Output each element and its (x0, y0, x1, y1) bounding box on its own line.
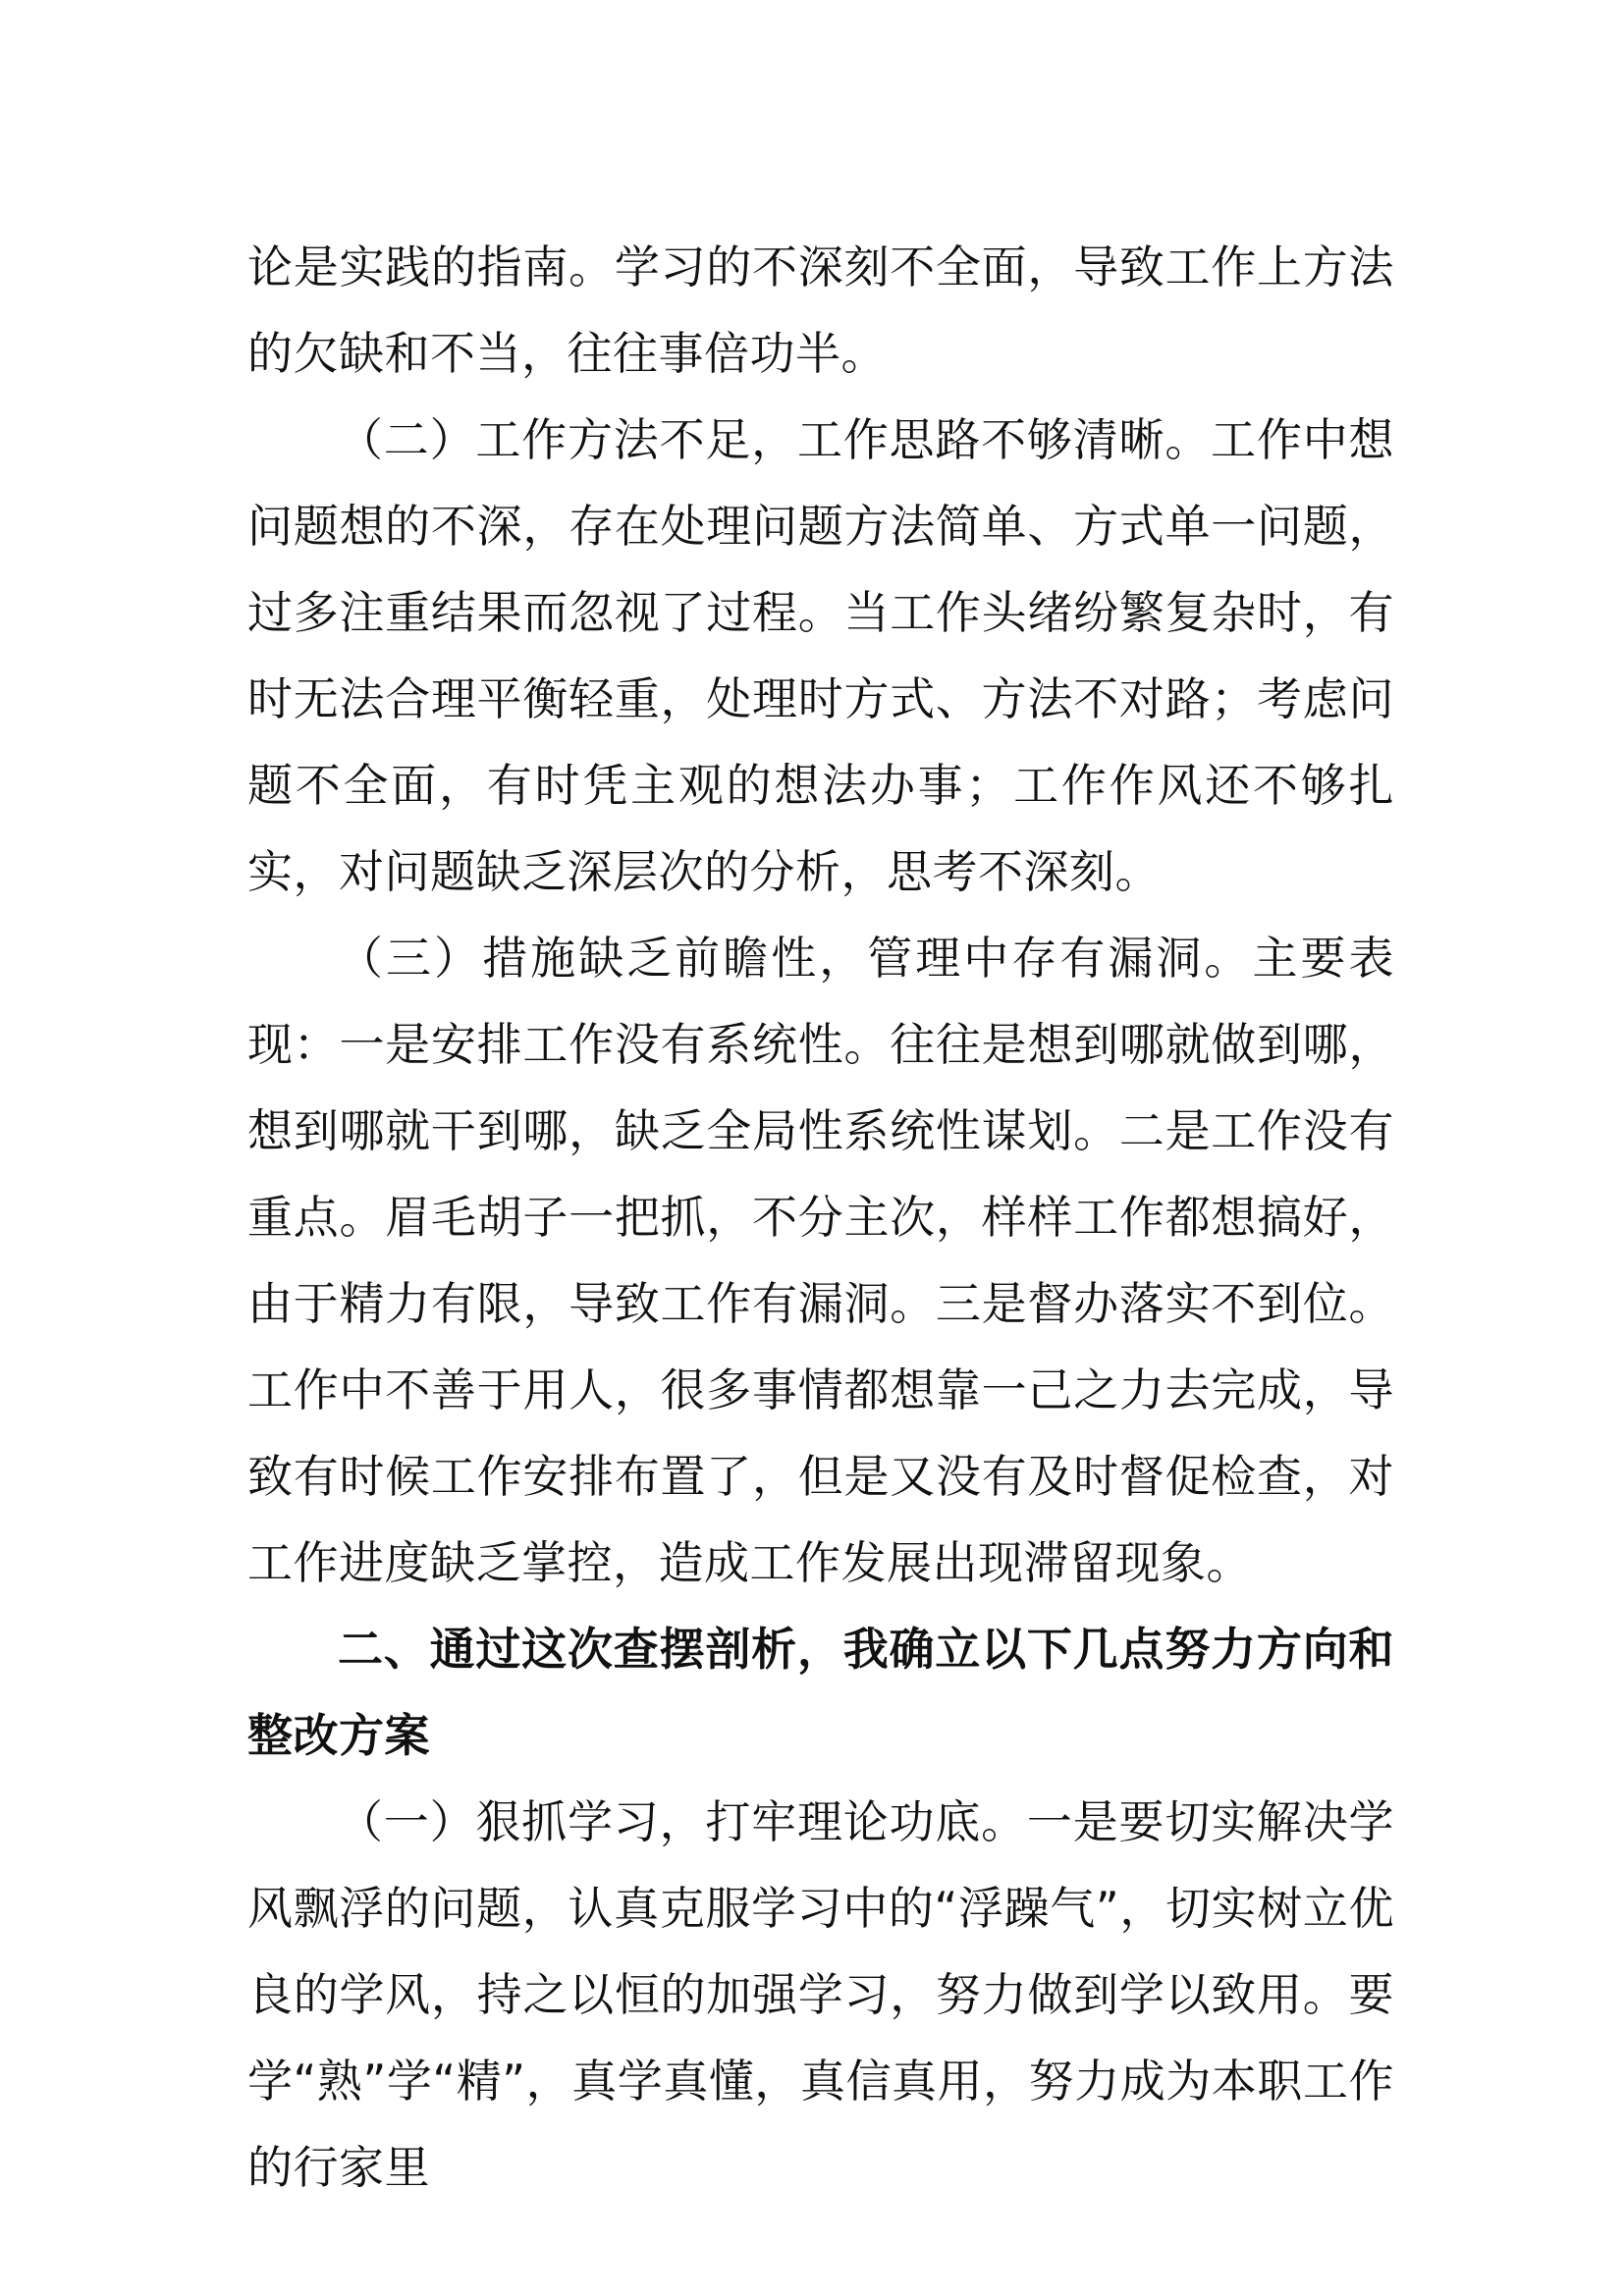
document-body (247, 224, 1394, 2211)
section-heading-rectification-plan: 二、通过这次查摆剖析，我确立以下几点努力方向和整改方案 (247, 1623, 1394, 1762)
paragraph-theory-continuation: 论是实践的指南。学习的不深刻不全面，导致工作上方法的欠缺和不当，往往事倍功半。 (247, 240, 1394, 380)
paragraph-management-gaps: （三）措施缺乏前瞻性，管理中存有漏洞。主要表现：一是安排工作没有系统性。往往是想到哪就做到哪，想到哪就干到哪，缺乏全局性系统性谋划。二是工作没有重点。眉毛胡子一把抓，不分主次，样样工作都想搞好，由于精力有限，导致工作有漏洞。三是督办落实不到位。工作中不善于用人，很多事情都想靠一己之力去完成，导致有时候工作安排布置了，但是又没有及时督促检查，对工作进度缺乏掌控，造成工作发展出现滞留现象。 (247, 932, 1394, 1589)
paragraph-study-strengthening: （一）狠抓学习，打牢理论功底。一是要切实解决学风飘浮的问题，认真克服学习中的“浮躁气”，切实树立优良的学风，持之以恒的加强学习，努力做到学以致用。要学“熟”学“精”，真学真懂，真信真用，努力成为本职工作的行家里 (247, 1795, 1394, 2194)
paragraph-work-methods: （二）工作方法不足，工作思路不够清晰。工作中想问题想的不深，存在处理问题方法简单、方式单一问题，过多注重结果而忽视了过程。当工作头绪纷繁复杂时，有时无法合理平衡轻重，处理时方式、方法不对路；考虑问题不全面，有时凭主观的想法办事；工作作风还不够扎实，对问题缺乏深层次的分析，思考不深刻。 (247, 413, 1394, 898)
